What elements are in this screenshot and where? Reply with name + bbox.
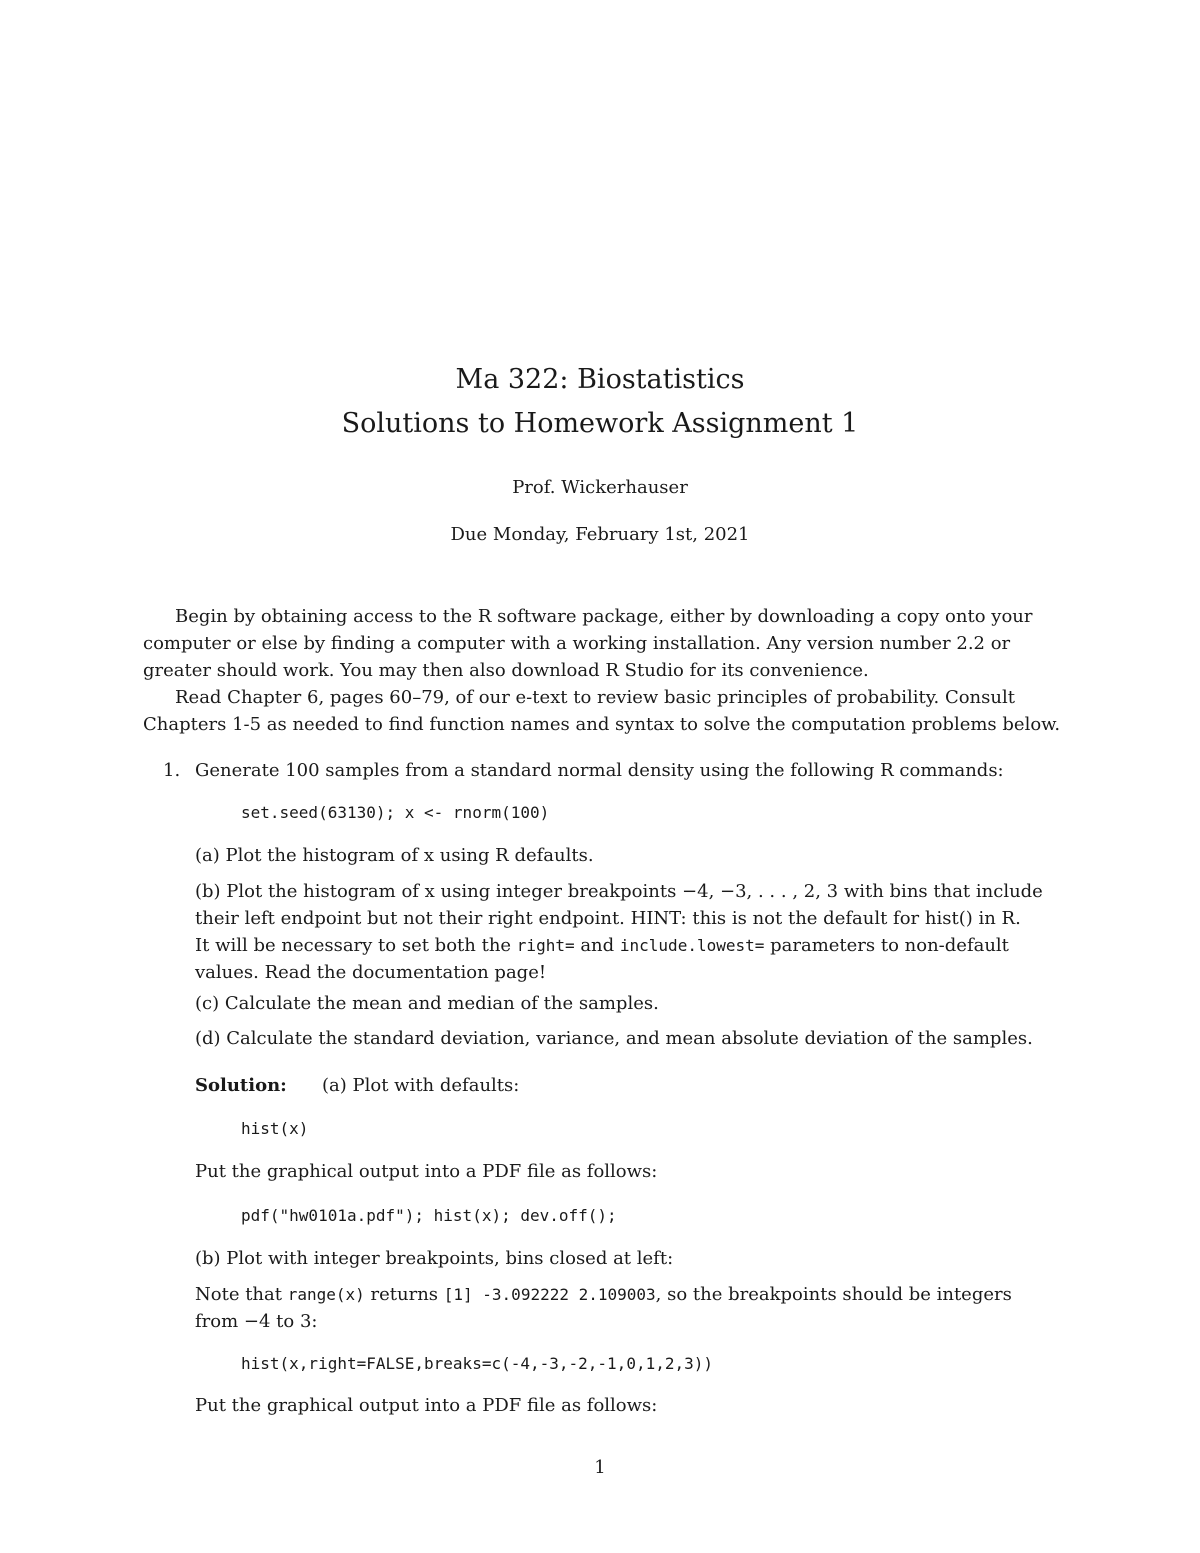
part-d: (d) Calculate the standard deviation, variance, and mean absolute deviation of the samples. xyxy=(195,1028,1033,1049)
code-hist: hist(x) xyxy=(241,1119,309,1138)
range-note-line-2: from −4 to 3: xyxy=(195,1311,318,1332)
intro-p1-line-3: greater should work. You may then also download R Studio for its convenience. xyxy=(143,660,869,681)
author: Prof. Wickerhauser xyxy=(512,477,688,498)
range-note-text-3: , so the breakpoints should be integers xyxy=(655,1284,1012,1305)
intro-p1-line-2: computer or else by finding a computer with a working installation. Any version number 2.2 or xyxy=(143,633,1011,654)
intro-p2-line-1: Read Chapter 6, pages 60–79, of our e-text to review basic principles of probability. Consult xyxy=(175,687,1015,708)
part-b-line-3 xyxy=(195,932,1065,959)
intro-p1-line-1: Begin by obtaining access to the R software package, either by downloading a copy onto your xyxy=(175,606,1033,627)
part-b-line-4: values. Read the documentation page! xyxy=(195,962,547,983)
due-date: Due Monday, February 1st, 2021 xyxy=(450,524,750,545)
right-param-code: right= xyxy=(516,936,575,955)
code-breaks: hist(x,right=FALSE,breaks=c(-4,-3,-2,-1,0,1,2,3)) xyxy=(241,1354,714,1373)
range-note-text-1: Note that xyxy=(195,1284,288,1305)
page-number: 1 xyxy=(594,1457,606,1478)
include-lowest-param-code: include.lowest= xyxy=(619,936,765,955)
part-c: (c) Calculate the mean and median of the samples. xyxy=(195,993,659,1014)
problem-number: 1. xyxy=(163,760,181,781)
intro-paragraph-2 xyxy=(143,684,1063,738)
pdf-note: Put the graphical output into a PDF file as follows: xyxy=(195,1161,658,1182)
part-b-line-1: (b) Plot the histogram of x using integer breakpoints −4, −3, . . . , 2, 3 with bins that include xyxy=(195,881,1043,902)
document-title: Ma 322: Biostatistics xyxy=(455,364,745,395)
code-pdf: pdf("hw0101a.pdf"); hist(x); dev.off(); xyxy=(241,1206,617,1225)
part-b-line-2: their left endpoint but not their right endpoint. HINT: this is not the default for hist() in R. xyxy=(195,908,1021,929)
range-note-line-1 xyxy=(195,1281,1065,1308)
solution-a-heading: (a) Plot with defaults: xyxy=(322,1075,520,1096)
part-b-line-3-text-1: It will be necessary to set both the xyxy=(195,935,517,956)
document-subtitle: Solutions to Homework Assignment 1 xyxy=(341,408,859,439)
pdf-note-2: Put the graphical output into a PDF file as follows: xyxy=(195,1395,658,1416)
part-b xyxy=(195,878,1065,986)
range-note xyxy=(195,1281,1065,1335)
code-seed: set.seed(63130); x <- rnorm(100) xyxy=(241,803,550,822)
problem-statement: Generate 100 samples from a standard normal density using the following R commands: xyxy=(195,760,1004,781)
part-b-line-3-text-2: and xyxy=(574,935,620,956)
intro-p2-line-2: Chapters 1-5 as needed to find function names and syntax to solve the computation problems below. xyxy=(143,714,1061,735)
range-note-text-2: returns xyxy=(364,1284,444,1305)
solution-b-heading: (b) Plot with integer breakpoints, bins closed at left: xyxy=(195,1248,674,1269)
part-a: (a) Plot the histogram of x using R defaults. xyxy=(195,845,594,866)
solution-label: Solution: xyxy=(195,1075,287,1096)
intro-paragraph-1 xyxy=(143,603,1063,684)
range-code: range(x) xyxy=(287,1285,365,1304)
range-output-code: [1] -3.092222 2.109003 xyxy=(443,1285,656,1304)
part-b-line-3-text-3: parameters to non-default xyxy=(764,935,1009,956)
